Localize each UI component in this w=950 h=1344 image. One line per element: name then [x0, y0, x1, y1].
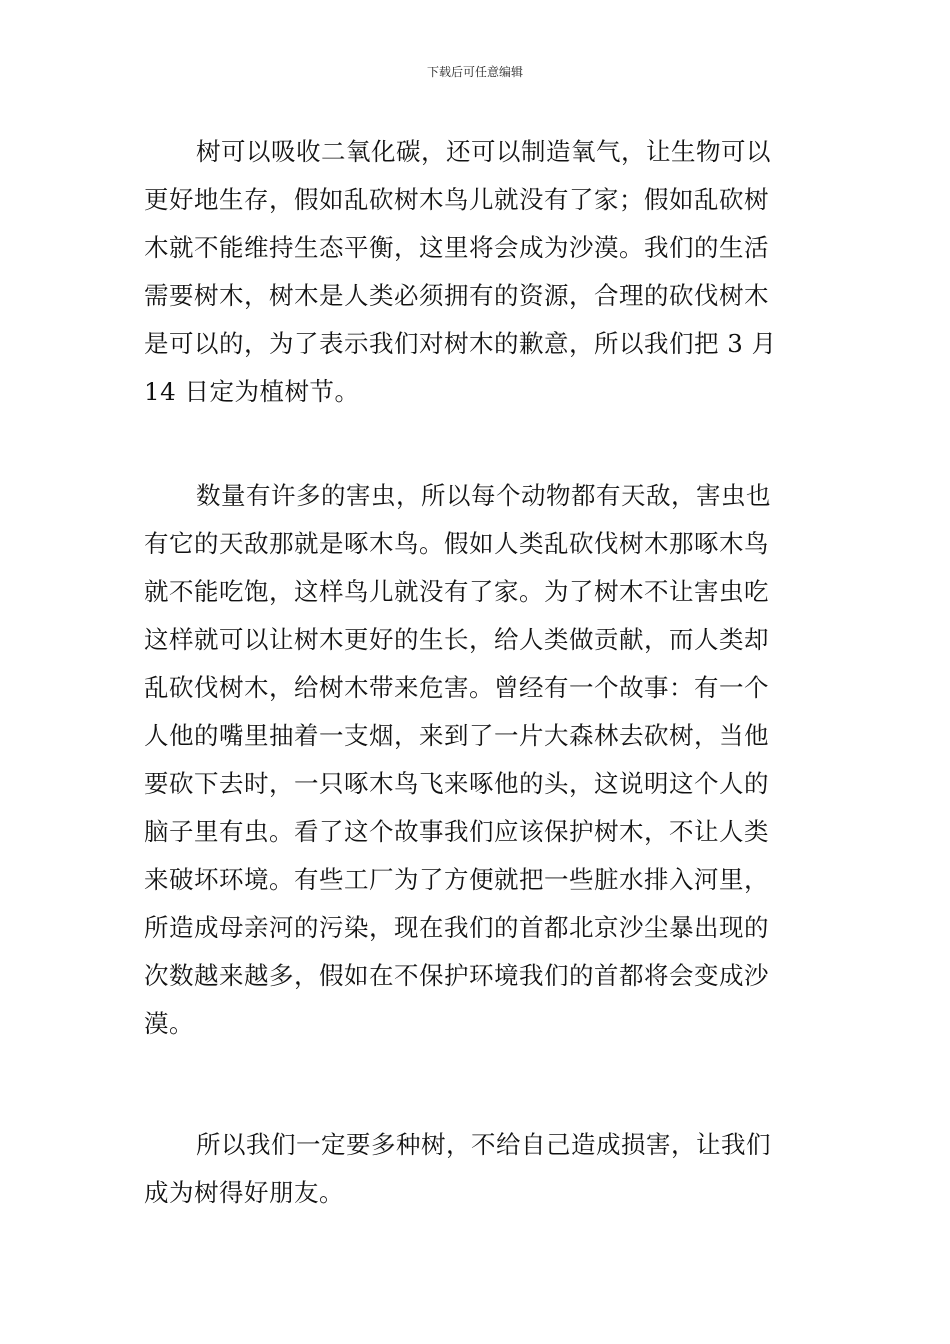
- paragraph-line: 树可以吸收二氧化碳，还可以制造氧气，让生物可以: [196, 137, 771, 166]
- paragraph-line: 是可以的，为了表示我们对树木的歉意，所以我们把 3 月: [144, 329, 777, 358]
- paragraph-line: 数量有许多的害虫，所以每个动物都有天敌，害虫也: [196, 481, 771, 510]
- paragraph-line: 需要树木，树木是人类必须拥有的资源，合理的砍伐树木: [144, 281, 769, 310]
- paragraph-line: 就不能吃饱，这样鸟儿就没有了家。为了树木不让害虫吃: [144, 577, 769, 606]
- paragraph-line: 人他的嘴里抽着一支烟，来到了一片大森林去砍树，当他: [144, 721, 769, 750]
- paragraph-line: 成为树得好朋友。: [144, 1178, 344, 1207]
- page-header-note: 下载后可任意编辑: [426, 65, 523, 79]
- paragraph-line: 木就不能维持生态平衡，这里将会成为沙漠。我们的生活: [144, 233, 769, 262]
- paragraph-line: 更好地生存，假如乱砍树木鸟儿就没有了家；假如乱砍树: [144, 185, 769, 214]
- paragraph-line: 这样就可以让树木更好的生长，给人类做贡献，而人类却: [144, 625, 769, 654]
- paragraph-line: 乱砍伐树木，给树木带来危害。曾经有一个故事：有一个: [144, 673, 769, 702]
- paragraph-line: 要砍下去时，一只啄木鸟飞来啄他的头，这说明这个人的: [144, 769, 769, 798]
- paragraph-line: 次数越来越多，假如在不保护环境我们的首都将会变成沙: [144, 961, 769, 990]
- paragraph-line: 脑子里有虫。看了这个故事我们应该保护树木，不让人类: [144, 817, 769, 846]
- paragraph-line: 14 日定为植树节。: [144, 377, 360, 406]
- paragraph-line: 漠。: [144, 1009, 194, 1038]
- paragraph-line: 有它的天敌那就是啄木鸟。假如人类乱砍伐树木那啄木鸟: [144, 529, 769, 558]
- paragraph-line: 来破坏环境。有些工厂为了方便就把一些脏水排入河里，: [144, 865, 769, 894]
- paragraph-line: 所造成母亲河的污染，现在我们的首都北京沙尘暴出现的: [144, 913, 769, 942]
- paragraph-line: 所以我们一定要多种树，不给自己造成损害，让我们: [196, 1130, 771, 1159]
